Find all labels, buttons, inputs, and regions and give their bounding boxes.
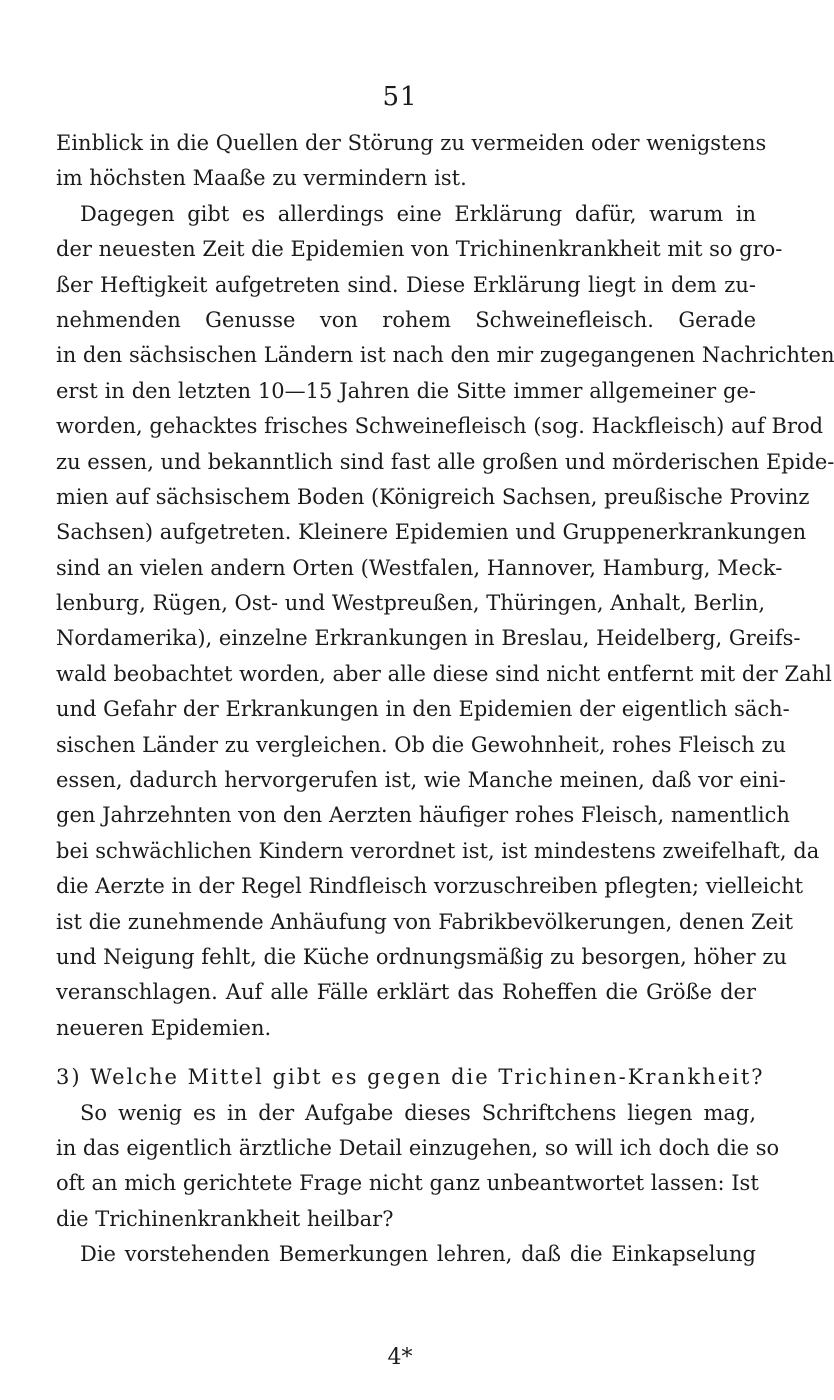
text-line: und Gefahr der Erkrankungen in den Epidemien der eigentlich säch- bbox=[56, 697, 790, 722]
text-line: und Neigung fehlt, die Küche ordnungsmäßig zu besorgen, höher zu bbox=[56, 944, 787, 969]
text-line: mien auf sächsischem Boden (Königreich Sachsen, preußische Provinz bbox=[56, 484, 810, 509]
text-line: oft an mich gerichtete Frage nicht ganz unbeantwortet lassen: Ist bbox=[56, 1171, 759, 1196]
text-line: der neuesten Zeit die Epidemien von Trichinenkrankheit mit so gro- bbox=[56, 237, 783, 262]
text-line: neueren Epidemien. bbox=[56, 1015, 272, 1040]
text-line: im höchsten Maaße zu vermindern ist. bbox=[56, 166, 467, 191]
text-line: nehmenden Genusse von rohem Schweinefleisch. Gerade bbox=[56, 307, 756, 332]
body-text bbox=[56, 126, 834, 1273]
text-line: Nordamerika), einzelne Erkrankungen in Breslau, Heidelberg, Greifs- bbox=[56, 626, 801, 651]
printer-signature-mark: 4* bbox=[387, 1345, 413, 1370]
text-line: bei schwächlichen Kindern verordnet ist, ist mindestens zweifelhaft, da bbox=[56, 838, 820, 863]
text-line: in den sächsischen Ländern ist nach den mir zugegangenen Nachrichten bbox=[56, 343, 834, 368]
text-line: sind an vielen andern Orten (Westfalen, Hannover, Hamburg, Meck- bbox=[56, 555, 783, 580]
text-line: wald beobachtet worden, aber alle diese sind nicht entfernt mit der Zahl bbox=[56, 661, 832, 686]
text-line: die Trichinenkrankheit heilbar? bbox=[56, 1206, 394, 1231]
text-line: So wenig es in der Aufgabe dieses Schriftchens liegen mag, bbox=[80, 1100, 756, 1125]
text-line: gen Jahrzehnten von den Aerzten häufiger rohes Fleisch, namentlich bbox=[56, 803, 790, 828]
section-3 bbox=[56, 1060, 780, 1272]
text-line: Einblick in die Quellen der Störung zu vermeiden oder wenigstens bbox=[56, 131, 767, 155]
text-line: in das eigentlich ärztliche Detail einzugehen, so will ich doch die so bbox=[56, 1135, 780, 1160]
text-line: veranschlagen. Auf alle Fälle erklärt das Roheffen die Größe der bbox=[56, 980, 756, 1005]
text-line: zu essen, und bekanntlich sind fast alle großen und mörderischen Epide- bbox=[56, 449, 834, 474]
text-line: lenburg, Rügen, Ost- und Westpreußen, Thüringen, Anhalt, Berlin, bbox=[56, 591, 766, 616]
text-line: essen, dadurch hervorgerufen ist, wie Manche meinen, daß vor eini- bbox=[56, 768, 786, 793]
text-line: Sachsen) aufgetreten. Kleinere Epidemien und Gruppenerkrankungen bbox=[56, 520, 807, 545]
text-line: Dagegen gibt es allerdings eine Erklärung dafür, warum in bbox=[80, 201, 756, 226]
text-line: ßer Heftigkeit aufgetreten sind. Diese Erklärung liegt in dem zu- bbox=[56, 272, 756, 297]
text-line: worden, gehacktes frisches Schweinefleisch (sog. Hackfleisch) auf Brod bbox=[56, 414, 824, 439]
text-line: die Aerzte in der Regel Rindfleisch vorzuschreiben pflegten; vielleicht bbox=[56, 874, 804, 899]
paragraph-trichinae-explanation bbox=[56, 197, 834, 1046]
section-spacer bbox=[56, 1046, 756, 1060]
text-line: erst in den letzten 10—15 Jahren die Sitte immer allgemeiner ge- bbox=[56, 378, 756, 403]
text-line: ist die zunehmende Anhäufung von Fabrikbevölkerungen, denen Zeit bbox=[56, 909, 794, 934]
page-number: 51 bbox=[382, 82, 418, 112]
text-line: sischen Länder zu vergleichen. Ob die Gewohnheit, rohes Fleisch zu bbox=[56, 732, 787, 757]
paragraph-continuation bbox=[56, 126, 767, 197]
text-line: Die vorstehenden Bemerkungen lehren, daß die Einkapselung bbox=[80, 1242, 756, 1267]
section-heading: 3) Welche Mittel gibt es gegen die Trichinen-Krankheit? bbox=[56, 1065, 765, 1090]
